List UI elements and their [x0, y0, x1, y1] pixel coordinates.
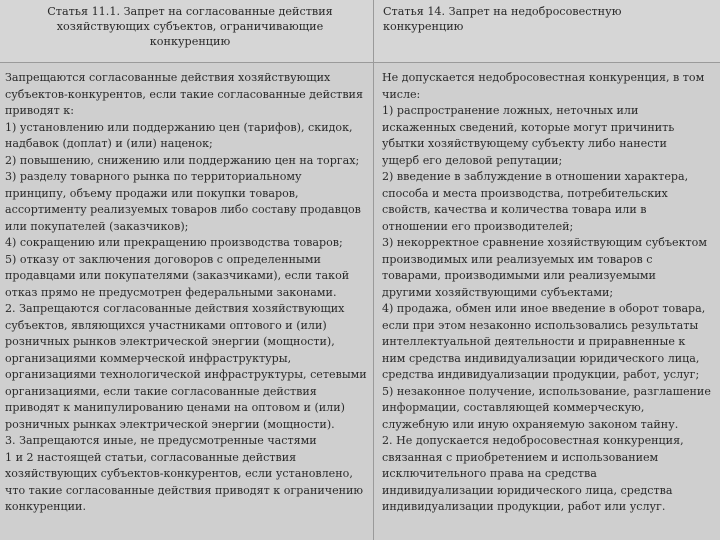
text-line: отказ прямо не предусмотрен федеральными законами. — [5, 285, 337, 299]
text-line: или покупателей (заказчиков); — [5, 219, 189, 233]
text-line: способа и места производства, потребительских — [382, 186, 668, 200]
text-line: 4) сокращению или прекращению производства товаров; — [5, 236, 343, 249]
text-line: исключительного права на средства — [382, 467, 597, 480]
text-line: приводят к манипулированию ценами на оптовом и (или) — [5, 401, 345, 414]
text-line: 2) повышению, снижению или поддержанию цен на торгах; — [5, 153, 360, 167]
text-line: ассортименту реализуемых товаров либо составу продавцов — [5, 203, 361, 216]
text-line: другими хозяйствующими субъектами; — [382, 285, 614, 299]
header-article-11-1 — [20, 4, 360, 49]
text-line: числе: — [382, 87, 421, 101]
text-line: 5) незаконное получение, использование, разглашение — [382, 384, 711, 398]
header-line: Статья 11.1. Запрет на согласованные действия — [47, 5, 333, 18]
column-divider — [373, 0, 374, 540]
text-line: розничных рынках электрической энергии (мощности). — [5, 417, 335, 431]
text-line: 2. Не допускается недобросовестная конкуренция, — [382, 434, 684, 447]
text-line: товарами, производимыми или реализуемыми — [382, 269, 656, 282]
text-line: если при этом незаконно использовались результаты — [382, 318, 699, 332]
text-line: 3) разделу товарного рынка по территориальному — [5, 170, 302, 183]
text-line: 1) установлению или поддержанию цен (тарифов), скидок, — [5, 120, 353, 134]
text-line: 5) отказу от заключения договоров с определенными — [5, 252, 321, 266]
text-line: субъектов-конкурентов, если такие согласованные действия — [5, 87, 363, 101]
text-line: ним средства индивидуализации юридического лица, — [382, 351, 700, 365]
text-line: организациями технологической инфраструктуры, сетевыми — [5, 368, 367, 381]
text-line: конкуренции. — [5, 500, 86, 513]
text-line: принципу, объему продажи или покупки товаров, — [5, 186, 299, 200]
text-line: субъектов, являющихся участниками оптового и (или) — [5, 318, 327, 332]
text-line: искаженных сведений, которые могут причинить — [382, 120, 675, 134]
text-line: организациями, если такие согласованные действия — [5, 384, 317, 398]
text-line: служебную или иную охраняемую законом тайну. — [382, 417, 679, 431]
text-line: что такие согласованные действия приводят к ограничению — [5, 483, 364, 497]
text-line: надбавок (доплат) и (или) наценок; — [5, 137, 213, 150]
text-line: розничных рынков электрической энергии (мощности), — [5, 335, 335, 348]
text-line: убытки хозяйствующему субъекту либо нанести — [382, 137, 667, 150]
text-line: Запрещаются согласованные действия хозяйствующих — [5, 71, 331, 84]
text-line: приводят к: — [5, 104, 74, 117]
text-line: связанная с приобретением и использованием — [382, 450, 659, 464]
header-line: конкуренцию — [383, 20, 464, 33]
text-line: Не допускается недобросовестная конкуренция, в том — [382, 71, 705, 84]
text-line: информации, составляющей коммерческую, — [382, 401, 645, 414]
text-line: средства индивидуализации продукции, работ, услуг; — [382, 368, 700, 381]
text-line: продавцами или покупателями (заказчиками), если такой — [5, 269, 350, 282]
text-line: интеллектуальной деятельности и приравненные к — [382, 335, 686, 348]
header-line: хозяйствующих субъектов, ограничивающие — [56, 20, 324, 33]
text-line: хозяйствующих субъектов-конкурентов, если установлено, — [5, 467, 353, 480]
article-11-1-text — [5, 70, 370, 516]
text-line: 3. Запрещаются иные, не предусмотренные частями — [5, 434, 317, 447]
text-line: 1 и 2 настоящей статьи, согласованные действия — [5, 450, 297, 464]
article-14-text — [382, 70, 716, 516]
text-line: отношении его производителей; — [382, 219, 574, 233]
text-line: 4) продажа, обмен или иное введение в оборот товара, — [382, 302, 706, 315]
text-line: ущерб его деловой репутации; — [382, 153, 563, 167]
header-line: конкуренцию — [149, 35, 231, 48]
text-line: индивидуализации продукции, работ или услуг. — [382, 500, 666, 513]
text-line: 1) распространение ложных, неточных или — [382, 104, 639, 117]
text-line: индивидуализации юридического лица, средства — [382, 483, 673, 497]
text-line: 2) введение в заблуждение в отношении характера, — [382, 170, 689, 183]
text-line: производимых или реализуемых им товаров с — [382, 252, 653, 266]
text-line: свойств, качества и количества товара или в — [382, 203, 647, 216]
header-article-14 — [383, 4, 713, 34]
text-line: 3) некорректное сравнение хозяйствующим субъектом — [382, 236, 707, 249]
header-line: Статья 14. Запрет на недобросовестную — [383, 5, 622, 18]
text-line: организациями коммерческой инфраструктуры, — [5, 351, 292, 365]
text-line: 2. Запрещаются согласованные действия хозяйствующих — [5, 302, 345, 315]
